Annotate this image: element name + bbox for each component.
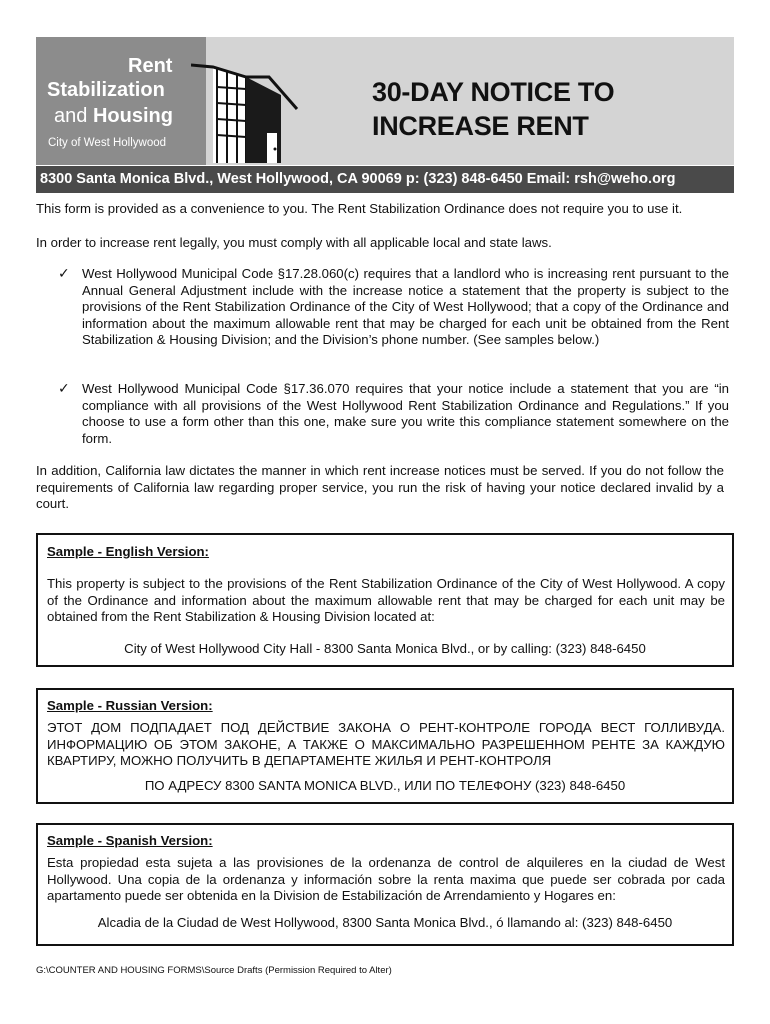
sample-spanish-box xyxy=(36,823,734,946)
building-logo-icon xyxy=(191,59,301,165)
requirement-bullet-2: West Hollywood Municipal Code §17.36.070 requires that your notice include a statement that you are “in compliance with all provisions of the West Hollywood Rent Stabilization Ordinance and Regulations.” If you choose to use a form other than this one, make sure you write this compliance statement somewhere on the form. xyxy=(82,381,729,446)
sample-russian-heading: Sample - Russian Version: xyxy=(47,698,213,713)
logo-text-and: and xyxy=(54,105,88,127)
sample-english-contact: City of West Hollywood City Hall - 8300 Santa Monica Blvd., or by calling: (323) 848-6450 xyxy=(124,641,646,656)
address-bar: 8300 Santa Monica Blvd., West Hollywood, CA 90069 p: (323) 848-6450 Email: rsh@weho.org xyxy=(36,166,734,193)
logo-text-housing: Housing xyxy=(92,105,173,127)
footer-file-path: G:\COUNTER AND HOUSING FORMS\Source Drafts (Permission Required to Alter) xyxy=(36,965,392,976)
logo-text-rent: Rent xyxy=(128,55,173,77)
sample-english-body: This property is subject to the provisions of the Rent Stabilization Ordinance of the City of West Hollywood. A copy of the Ordinance and information about the maximum allowable rent that may be charged for each unit may be obtained from the Rent Stabilization & Housing Division located at: xyxy=(47,576,725,624)
sample-spanish-heading: Sample - Spanish Version: xyxy=(47,833,213,848)
checkmark-icon: ✓ xyxy=(58,380,70,396)
sample-russian-box xyxy=(36,688,734,804)
document-header xyxy=(36,37,734,165)
checkmark-icon: ✓ xyxy=(58,265,70,281)
intro-paragraph-2: In order to increase rent legally, you must comply with all applicable local and state laws. xyxy=(36,235,552,250)
title-line-1: 30-DAY NOTICE TO xyxy=(372,77,615,107)
sample-spanish-contact: Alcadia de la Ciudad de West Hollywood, 8300 Santa Monica Blvd., ó llamando al: (323) 848-6450 xyxy=(97,915,673,930)
service-paragraph: In addition, California law dictates the manner in which rent increase notices must be served. If you do not follow the requirements of California law regarding proper service, you run the risk of having your notice declared invalid by a court. xyxy=(36,463,724,511)
logo-text-and-housing xyxy=(54,105,173,128)
logo-text-stabilization: Stabilization xyxy=(47,79,165,101)
title-line-2: INCREASE RENT xyxy=(372,111,589,141)
logo-text-city: City of West Hollywood xyxy=(48,137,167,149)
sample-spanish-body: Esta propiedad esta sujeta a las provisiones de la ordenanza de control de alquileres en la ciudad de West Hollywood. Una copia de la ordenanza y información sobre la renta maxima que puede ser cobrada por cada apartamento puede ser obtenida en la Division de Estabilización de Arrendamiento y Hogares en: xyxy=(47,855,725,903)
rsh-logo xyxy=(36,37,206,165)
requirement-bullet-1: West Hollywood Municipal Code §17.28.060(c) requires that a landlord who is increasing rent pursuant to the Annual General Adjustment include with the increase notice a statement that the property is subject to the provisions of the Rent Stabilization Ordinance of the City of West Hollywood; that a copy of the Ordinance and information about the maximum allowable rent that may be charged for each unit be obtained from the Rent Stabilization & Housing Division; and the Division’s phone number. (See samples below.) xyxy=(82,266,729,347)
sample-english-box xyxy=(36,533,734,667)
sample-english-heading: Sample - English Version: xyxy=(47,544,209,559)
sample-russian-contact: ПО АДРЕСУ 8300 SANTA MONICA BLVD., ИЛИ ПО ТЕЛЕФОНУ (323) 848-6450 xyxy=(144,778,626,793)
sample-russian-body: ЭТОТ ДОМ ПОДПАДАЕТ ПОД ДЕЙСТВИЕ ЗАКОНА О РЕНТ-КОНТРОЛЕ ГОРОДА ВЕСТ ГОЛЛИВУДА. ИНФОРМАЦИЮ ОБ ЭТОМ ЗАКОНЕ, А ТАКЖЕ О МАКСИМАЛЬНО РАЗРЕШЕННОМ РЕНТЕ ЗА КАЖДУЮ КВАРТИРУ, МОЖНО ПОЛУЧИТЬ В ДЕПАРТАМЕНТЕ ЖИЛЬЯ И РЕНТ-КОНТРОЛЯ xyxy=(47,720,725,768)
page-title xyxy=(372,75,614,143)
intro-paragraph-1: This form is provided as a convenience to you. The Rent Stabilization Ordinance does not require you to use it. xyxy=(36,201,683,216)
